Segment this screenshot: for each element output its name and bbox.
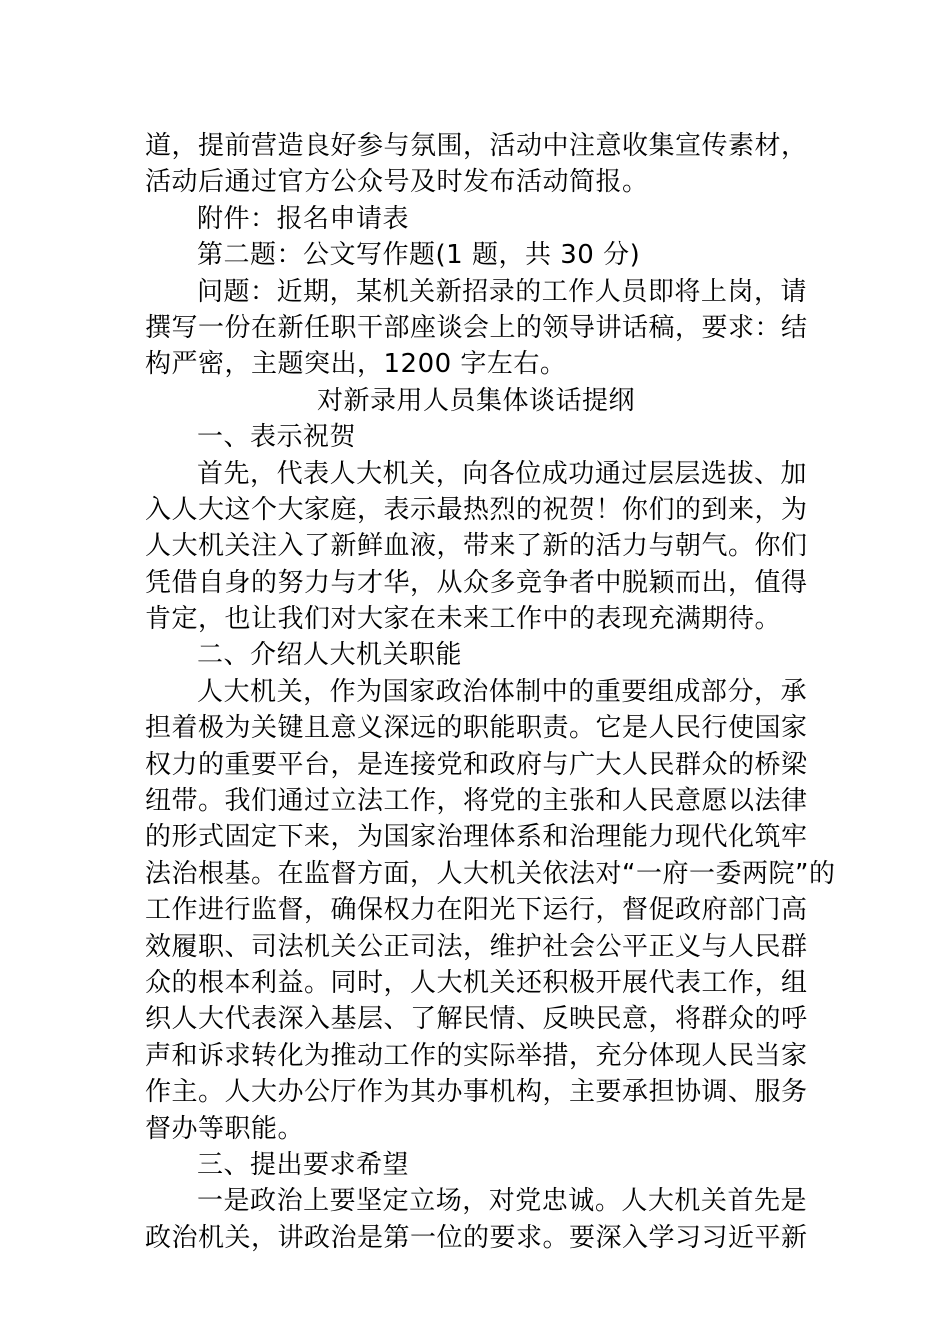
body-line: 作主。人大办公厅作为其办事机构，主要承担协调、服务 — [145, 1077, 808, 1108]
body-line: 众的根本利益。同时，人大机关还积极开展代表工作，组 — [145, 967, 808, 998]
body-line: 道，提前营造良好参与氛围，活动中注意收集宣传素材， — [145, 131, 808, 161]
body-line: 织人大代表深入基层、了解民情、反映民意，将群众的呼 — [145, 1004, 808, 1035]
section-heading: 一、表示祝贺 — [197, 422, 357, 453]
body-line: 督办等职能。 — [145, 1113, 305, 1144]
body-line: 肯定，也让我们对大家在未来工作中的表现充满期待。 — [145, 604, 782, 635]
body-line: 担着极为关键且意义深远的职能职责。它是人民行使国家 — [145, 713, 808, 744]
body-line: 法治根基。在监督方面，人大机关依法对“一府一委两院”的 — [145, 858, 836, 889]
document-title: 对新录用人员集体谈话提纲 — [316, 385, 635, 416]
body-line: 声和诉求转化为推动工作的实际举措，充分体现人民当家 — [145, 1040, 808, 1071]
section-heading: 三、提出要求希望 — [197, 1149, 410, 1180]
question-line: 撰写一份在新任职干部座谈会上的领导讲话稿，要求：结 — [145, 312, 808, 343]
body-line: 效履职、司法机关公正司法，维护社会公平正义与人民群 — [145, 931, 808, 962]
body-line: 人大机关注入了新鲜血液，带来了新的活力与朝气。你们 — [145, 531, 808, 562]
body-line: 纽带。我们通过立法工作，将党的主张和人民意愿以法律 — [145, 786, 808, 817]
body-line: 入人大这个大家庭，表示最热烈的祝贺！你们的到来，为 — [145, 494, 808, 525]
question-line: 构严密，主题突出，1200 字左右。 — [145, 349, 567, 380]
body-line: 凭借自身的努力与才华，从众多竞争者中脱颖而出，值得 — [145, 567, 808, 598]
document-body — [145, 128, 836, 1256]
body-line: 权力的重要平台，是连接党和政府与广大人民群众的桥梁 — [145, 749, 808, 780]
section-heading: 第二题：公文写作题(1 题，共 30 分) — [197, 240, 641, 271]
question-line: 问题：近期，某机关新招录的工作人员即将上岗，请 — [197, 276, 807, 307]
body-line: 的形式固定下来，为国家治理体系和治理能力现代化筑牢 — [145, 822, 808, 853]
body-line: 工作进行监督，确保权力在阳光下运行，督促政府部门高 — [145, 895, 808, 926]
body-line: 政治机关，讲政治是第一位的要求。要深入学习习近平新 — [145, 1222, 808, 1253]
body-line: 一是政治上要坚定立场，对党忠诚。人大机关首先是 — [197, 1186, 807, 1217]
body-line: 人大机关，作为国家政治体制中的重要组成部分，承 — [197, 676, 807, 707]
attachment-line: 附件：报名申请表 — [197, 203, 410, 234]
body-line: 活动后通过官方公众号及时发布活动简报。 — [145, 167, 649, 198]
body-line: 首先，代表人大机关，向各位成功通过层层选拔、加 — [197, 458, 807, 489]
section-heading: 二、介绍人大机关职能 — [197, 640, 463, 671]
